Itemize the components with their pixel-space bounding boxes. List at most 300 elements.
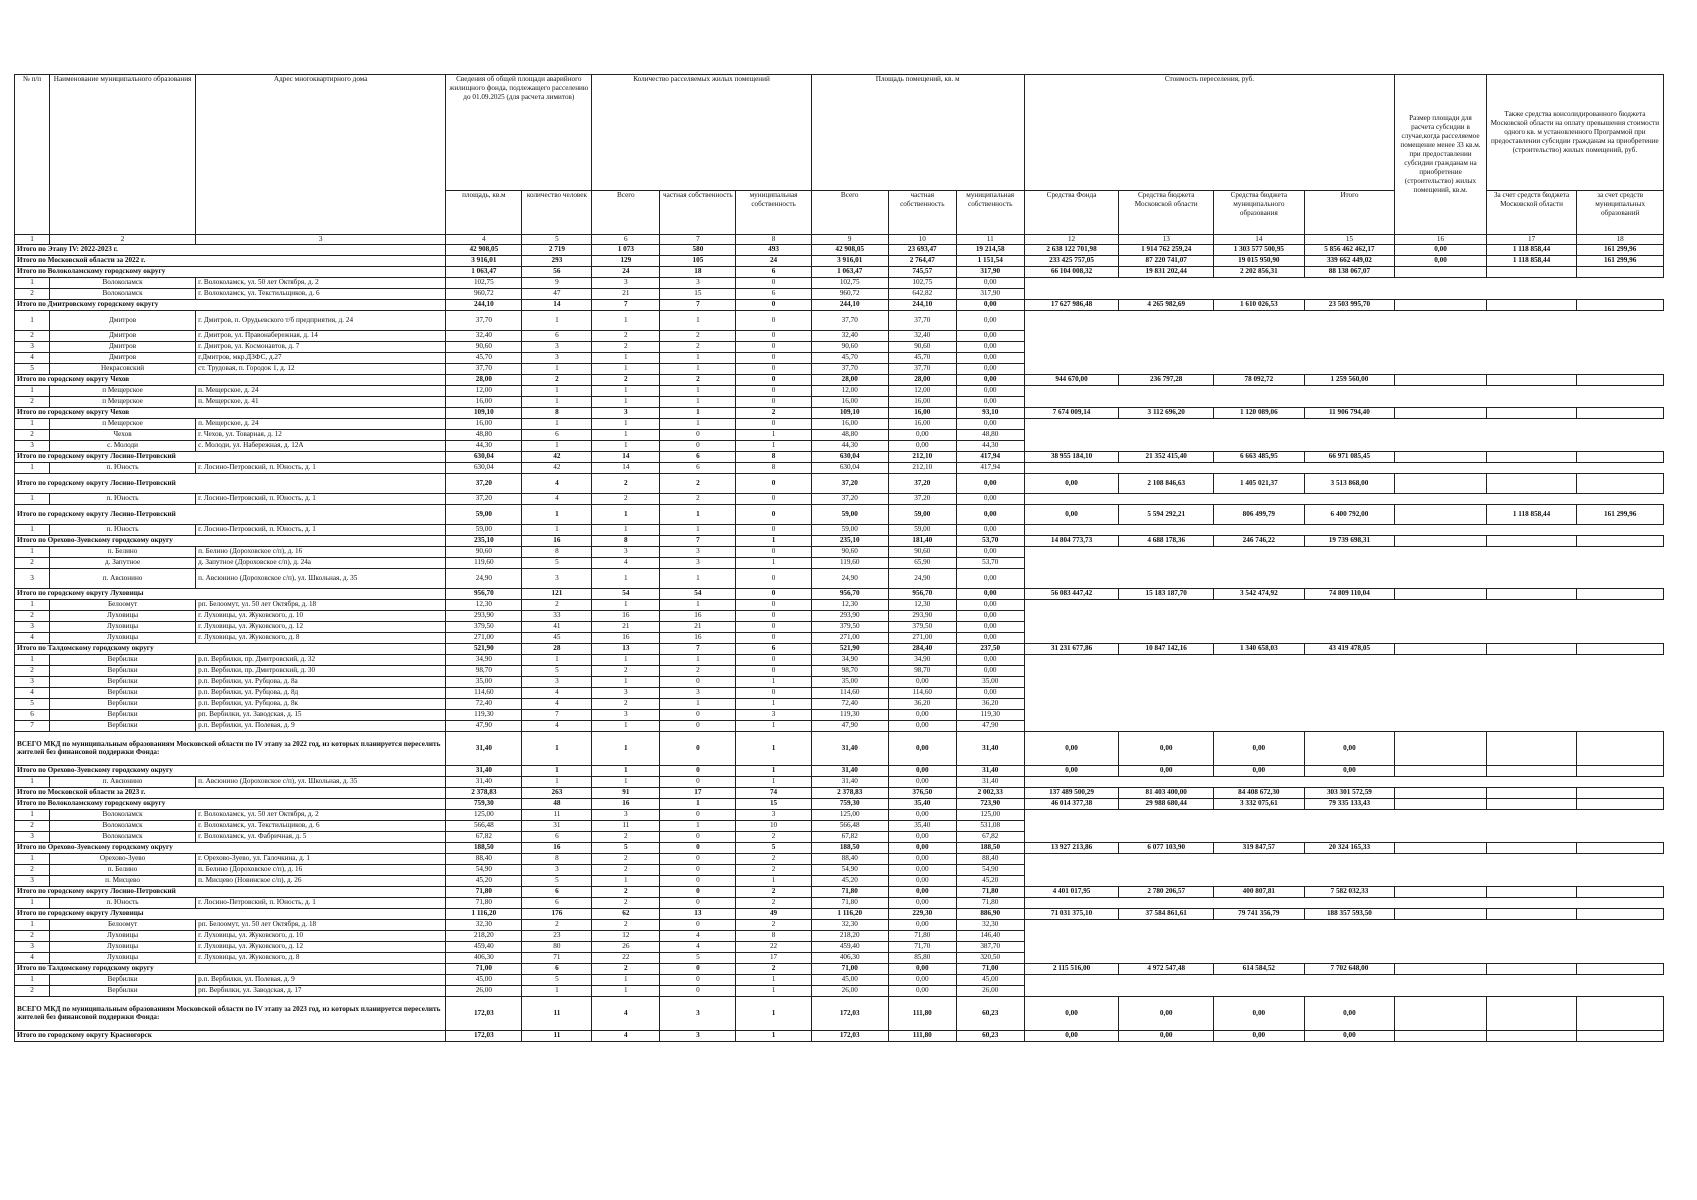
value-cell: 0,00: [956, 385, 1024, 396]
value-cell: [1577, 588, 1664, 599]
empty-cell: [1577, 985, 1664, 996]
value-cell: 0,00: [956, 524, 1024, 535]
empty-cell: [1486, 385, 1577, 396]
value-cell: 0: [736, 687, 811, 698]
value-cell: 2: [522, 374, 592, 385]
value-cell: 417,94: [956, 451, 1024, 462]
value-cell: 284,40: [888, 643, 956, 654]
value-cell: 1 914 762 259,24: [1119, 244, 1214, 255]
address-cell: п. Авсюнино (Дороховское с/п), ул. Школьная, д. 35: [196, 568, 446, 588]
value-cell: 0,00: [888, 831, 956, 842]
table-row: [15, 396, 1664, 407]
value-cell: 459,40: [446, 941, 522, 952]
address-cell: р.п. Вербилки, ул. Рубцова, д. 8д: [196, 687, 446, 698]
value-cell: 2: [736, 963, 811, 974]
empty-cell: [1024, 288, 1119, 299]
empty-cell: [1304, 557, 1395, 568]
value-cell: 7: [660, 643, 736, 654]
value-cell: 37,20: [888, 473, 956, 493]
municipality-cell: Луховицы: [49, 941, 195, 952]
value-cell: 0: [736, 588, 811, 599]
total-row: [15, 963, 1664, 974]
row-number-cell: 1: [15, 599, 50, 610]
value-cell: 24,90: [446, 568, 522, 588]
value-cell: [1577, 299, 1664, 310]
table-row: [15, 654, 1664, 665]
empty-cell: [1486, 974, 1577, 985]
total-label-cell: ВСЕГО МКД по муниципальным образованиям Московской области по IV этапу за 2022 год, из которых планируется переселить жителей без финансовой поддержки Фонда:: [15, 731, 446, 765]
value-cell: 37,70: [811, 310, 888, 330]
municipality-cell: Вербилки: [49, 985, 195, 996]
value-cell: 102,75: [888, 277, 956, 288]
value-cell: 188,50: [811, 842, 888, 853]
address-cell: с. Молоди, ул. Набережная, д. 12А: [196, 440, 446, 451]
empty-cell: [1577, 277, 1664, 288]
table-row: [15, 864, 1664, 875]
value-cell: [1577, 266, 1664, 277]
value-cell: 19 015 950,90: [1214, 255, 1305, 266]
value-cell: 1: [592, 418, 660, 429]
empty-cell: [1577, 952, 1664, 963]
total-row: [15, 535, 1664, 546]
value-cell: 35,00: [811, 676, 888, 687]
value-cell: [1486, 765, 1577, 776]
empty-cell: [1119, 524, 1214, 535]
value-cell: 229,30: [888, 908, 956, 919]
value-cell: 886,90: [956, 908, 1024, 919]
empty-cell: [1024, 687, 1119, 698]
header-rooms-private: частная собственность: [660, 191, 736, 235]
value-cell: [1577, 643, 1664, 654]
empty-cell: [1024, 632, 1119, 643]
table-row: [15, 919, 1664, 930]
value-cell: [1577, 451, 1664, 462]
empty-cell: [1395, 698, 1487, 709]
column-number-cell: 17: [1486, 235, 1577, 245]
row-number-cell: 5: [15, 698, 50, 709]
value-cell: 0,00: [1024, 473, 1119, 493]
empty-cell: [1024, 809, 1119, 820]
empty-cell: [1119, 341, 1214, 352]
value-cell: 53,70: [956, 557, 1024, 568]
value-cell: 1: [522, 363, 592, 374]
value-cell: 45,20: [811, 875, 888, 886]
value-cell: 48: [522, 798, 592, 809]
value-cell: 1: [736, 765, 811, 776]
row-number-cell: 1: [15, 809, 50, 820]
value-cell: 630,04: [811, 462, 888, 473]
table-row: [15, 557, 1664, 568]
value-cell: 8: [736, 462, 811, 473]
value-cell: 16,00: [446, 418, 522, 429]
column-number-cell: 3: [196, 235, 446, 245]
empty-cell: [1395, 621, 1487, 632]
empty-cell: [1214, 654, 1305, 665]
value-cell: 36,20: [956, 698, 1024, 709]
empty-cell: [1119, 720, 1214, 731]
empty-cell: [1024, 897, 1119, 908]
row-number-cell: 1: [15, 897, 50, 908]
value-cell: 3 916,01: [446, 255, 522, 266]
empty-cell: [1395, 875, 1487, 886]
value-cell: 102,75: [446, 277, 522, 288]
value-cell: 2: [522, 599, 592, 610]
value-cell: 1: [660, 524, 736, 535]
empty-cell: [1214, 853, 1305, 864]
value-cell: 37,70: [446, 363, 522, 374]
empty-cell: [1486, 462, 1577, 473]
value-cell: 0,00: [956, 654, 1024, 665]
value-cell: 59,00: [446, 524, 522, 535]
column-number-cell: 4: [446, 235, 522, 245]
empty-cell: [1577, 385, 1664, 396]
value-cell: 1: [592, 731, 660, 765]
value-cell: 1 063,47: [446, 266, 522, 277]
value-cell: 72,40: [446, 698, 522, 709]
value-cell: 1 073: [592, 244, 660, 255]
column-number-cell: 14: [1214, 235, 1305, 245]
value-cell: [1395, 643, 1487, 654]
value-cell: 2 719: [522, 244, 592, 255]
value-cell: [1486, 266, 1577, 277]
value-cell: 32,40: [446, 330, 522, 341]
value-cell: 3: [522, 864, 592, 875]
empty-cell: [1024, 875, 1119, 886]
table-row: [15, 720, 1664, 731]
value-cell: [1577, 963, 1664, 974]
value-cell: 0: [660, 875, 736, 886]
value-cell: 12,30: [888, 599, 956, 610]
empty-cell: [1214, 820, 1305, 831]
value-cell: 21: [660, 621, 736, 632]
value-cell: 31,40: [811, 731, 888, 765]
empty-cell: [1395, 277, 1487, 288]
empty-cell: [1304, 330, 1395, 341]
value-cell: 2: [592, 341, 660, 352]
value-cell: 65,90: [888, 557, 956, 568]
empty-cell: [1119, 632, 1214, 643]
empty-cell: [1214, 776, 1305, 787]
empty-cell: [1214, 698, 1305, 709]
empty-cell: [1577, 687, 1664, 698]
empty-cell: [1395, 546, 1487, 557]
value-cell: 59,00: [888, 504, 956, 524]
value-cell: 74: [736, 787, 811, 798]
value-cell: 0,00: [956, 546, 1024, 557]
row-number-cell: 2: [15, 610, 50, 621]
value-cell: 1: [736, 996, 811, 1030]
empty-cell: [1024, 418, 1119, 429]
empty-cell: [1024, 546, 1119, 557]
value-cell: 7 702 648,00: [1304, 963, 1395, 974]
value-cell: 303 301 572,59: [1304, 787, 1395, 798]
value-cell: 4: [592, 996, 660, 1030]
value-cell: 2: [592, 374, 660, 385]
empty-cell: [1577, 720, 1664, 731]
value-cell: 7: [592, 299, 660, 310]
row-number-cell: 2: [15, 557, 50, 568]
value-cell: 53,70: [956, 535, 1024, 546]
empty-cell: [1119, 974, 1214, 985]
table-row: [15, 676, 1664, 687]
row-number-cell: 2: [15, 930, 50, 941]
value-cell: 98,70: [446, 665, 522, 676]
table-row: [15, 853, 1664, 864]
empty-cell: [1024, 831, 1119, 842]
value-cell: [1395, 473, 1487, 493]
empty-cell: [1119, 809, 1214, 820]
value-cell: 4: [660, 930, 736, 941]
empty-cell: [1395, 930, 1487, 941]
empty-cell: [1214, 610, 1305, 621]
value-cell: 62: [592, 908, 660, 919]
value-cell: 54: [660, 588, 736, 599]
empty-cell: [1486, 809, 1577, 820]
table-body: [15, 244, 1664, 1041]
empty-cell: [1214, 418, 1305, 429]
value-cell: 37,70: [811, 363, 888, 374]
value-cell: 376,50: [888, 787, 956, 798]
value-cell: 66 971 085,45: [1304, 451, 1395, 462]
value-cell: 0,00: [1214, 765, 1305, 776]
empty-cell: [1577, 599, 1664, 610]
empty-cell: [1024, 330, 1119, 341]
value-cell: 71 031 375,10: [1024, 908, 1119, 919]
total-row: [15, 266, 1664, 277]
value-cell: 32,30: [446, 919, 522, 930]
header-area-private: частная собственность: [888, 191, 956, 235]
value-cell: 48,80: [446, 429, 522, 440]
value-cell: 0,00: [956, 568, 1024, 588]
value-cell: 1: [660, 798, 736, 809]
empty-cell: [1486, 698, 1577, 709]
value-cell: 19 831 202,44: [1119, 266, 1214, 277]
empty-cell: [1486, 396, 1577, 407]
value-cell: [1486, 996, 1577, 1030]
value-cell: 630,04: [811, 451, 888, 462]
row-number-cell: 1: [15, 385, 50, 396]
table-row: [15, 568, 1664, 588]
empty-cell: [1119, 599, 1214, 610]
value-cell: [1486, 299, 1577, 310]
empty-cell: [1119, 568, 1214, 588]
value-cell: 17 627 986,48: [1024, 299, 1119, 310]
value-cell: 45,00: [956, 974, 1024, 985]
value-cell: 38 955 184,10: [1024, 451, 1119, 462]
table-row: [15, 440, 1664, 451]
value-cell: 71: [522, 952, 592, 963]
empty-cell: [1024, 853, 1119, 864]
value-cell: 0: [736, 374, 811, 385]
value-cell: 3: [592, 277, 660, 288]
value-cell: 0: [736, 330, 811, 341]
header-municipal-budget: Средства бюджета муниципального образования: [1214, 191, 1305, 235]
value-cell: 45,70: [811, 352, 888, 363]
total-row: [15, 451, 1664, 462]
value-cell: 15: [736, 798, 811, 809]
municipality-cell: Луховицы: [49, 930, 195, 941]
value-cell: 35,00: [956, 676, 1024, 687]
value-cell: 60,23: [956, 1030, 1024, 1041]
empty-cell: [1577, 676, 1664, 687]
value-cell: 3: [660, 277, 736, 288]
value-cell: 90,60: [888, 341, 956, 352]
value-cell: [1395, 299, 1487, 310]
value-cell: 4: [522, 698, 592, 709]
value-cell: 137 489 500,29: [1024, 787, 1119, 798]
empty-cell: [1214, 875, 1305, 886]
total-row: [15, 299, 1664, 310]
value-cell: 1: [592, 765, 660, 776]
value-cell: 2: [736, 853, 811, 864]
value-cell: 5 856 462 462,17: [1304, 244, 1395, 255]
value-cell: 119,60: [446, 557, 522, 568]
value-cell: 0,00: [1119, 996, 1214, 1030]
value-cell: 1 118 858,44: [1486, 504, 1577, 524]
empty-cell: [1024, 776, 1119, 787]
empty-cell: [1577, 363, 1664, 374]
value-cell: 3 542 474,92: [1214, 588, 1305, 599]
empty-cell: [1395, 352, 1487, 363]
value-cell: 28: [522, 643, 592, 654]
value-cell: 1: [592, 676, 660, 687]
total-row: [15, 908, 1664, 919]
row-number-cell: 4: [15, 687, 50, 698]
header-rooms-count: Количество расселяемых жилых помещений: [592, 75, 811, 191]
total-label-cell: Итого по Волоколамскому городскому округу: [15, 266, 446, 277]
value-cell: [1486, 1030, 1577, 1041]
empty-cell: [1486, 363, 1577, 374]
header-subsidy-area: Размер площади для расчета субсидии в случае,когда расселяемое помещение менее 33 кв.м. при предоставлении субсидии гражданам на приобретение (строительство) жилых помещений, кв.м.: [1395, 75, 1487, 235]
empty-cell: [1395, 341, 1487, 352]
table-row: [15, 974, 1664, 985]
address-cell: г. Лосино-Петровский, п. Юность, д. 1: [196, 524, 446, 535]
empty-cell: [1395, 676, 1487, 687]
value-cell: 47,90: [446, 720, 522, 731]
value-cell: 6: [736, 288, 811, 299]
empty-cell: [1214, 632, 1305, 643]
empty-cell: [1119, 462, 1214, 473]
value-cell: 293,90: [888, 610, 956, 621]
address-cell: р.п. Вербилки, ул. Рубцова, д. 8к: [196, 698, 446, 709]
table-row: [15, 330, 1664, 341]
value-cell: 0: [660, 709, 736, 720]
empty-cell: [1486, 288, 1577, 299]
value-cell: 26,00: [956, 985, 1024, 996]
value-cell: 16,00: [446, 396, 522, 407]
value-cell: [1486, 798, 1577, 809]
summary-row: [15, 996, 1664, 1030]
empty-cell: [1577, 524, 1664, 535]
value-cell: 3: [660, 687, 736, 698]
value-cell: 1: [522, 418, 592, 429]
value-cell: 2 378,83: [446, 787, 522, 798]
value-cell: 88,40: [811, 853, 888, 864]
value-cell: 4: [592, 1030, 660, 1041]
empty-cell: [1486, 864, 1577, 875]
empty-cell: [1304, 875, 1395, 886]
empty-cell: [1304, 974, 1395, 985]
value-cell: 188 357 593,50: [1304, 908, 1395, 919]
municipality-cell: Волоколамск: [49, 288, 195, 299]
empty-cell: [1486, 493, 1577, 504]
empty-cell: [1395, 632, 1487, 643]
value-cell: 102,75: [811, 277, 888, 288]
value-cell: 0,00: [888, 842, 956, 853]
empty-cell: [1119, 919, 1214, 930]
value-cell: [1395, 798, 1487, 809]
value-cell: [1486, 451, 1577, 462]
table-row: [15, 385, 1664, 396]
municipality-cell: Дмитров: [49, 310, 195, 330]
value-cell: 1: [592, 385, 660, 396]
value-cell: 8: [736, 930, 811, 941]
empty-cell: [1395, 493, 1487, 504]
value-cell: 31,40: [446, 776, 522, 787]
column-number-cell: 11: [956, 235, 1024, 245]
municipality-cell: Луховицы: [49, 952, 195, 963]
empty-cell: [1024, 462, 1119, 473]
empty-cell: [1214, 440, 1305, 451]
value-cell: 956,70: [446, 588, 522, 599]
value-cell: 14: [592, 451, 660, 462]
municipality-cell: Вербилки: [49, 665, 195, 676]
address-cell: рп. Белоомут, ул. 50 лет Октября, д. 18: [196, 599, 446, 610]
empty-cell: [1024, 599, 1119, 610]
empty-cell: [1577, 709, 1664, 720]
value-cell: 125,00: [956, 809, 1024, 820]
municipality-cell: Волоколамск: [49, 831, 195, 842]
municipality-cell: Дмитров: [49, 330, 195, 341]
row-number-cell: 1: [15, 462, 50, 473]
empty-cell: [1214, 557, 1305, 568]
empty-cell: [1304, 831, 1395, 842]
address-cell: п. Мещерское, д. 24: [196, 385, 446, 396]
empty-cell: [1577, 341, 1664, 352]
municipality-cell: п. Белино: [49, 864, 195, 875]
value-cell: 0,00: [1024, 731, 1119, 765]
value-cell: [1486, 787, 1577, 798]
column-number-cell: 9: [811, 235, 888, 245]
empty-cell: [1119, 363, 1214, 374]
empty-cell: [1119, 820, 1214, 831]
empty-cell: [1577, 288, 1664, 299]
address-cell: г. Дмитров, ул. Правонабережная, д. 14: [196, 330, 446, 341]
value-cell: 6: [522, 886, 592, 897]
empty-cell: [1395, 709, 1487, 720]
value-cell: 26,00: [811, 985, 888, 996]
value-cell: 8: [522, 546, 592, 557]
value-cell: 2: [592, 864, 660, 875]
value-cell: 1: [736, 440, 811, 451]
empty-cell: [1395, 385, 1487, 396]
empty-cell: [1304, 462, 1395, 473]
total-row: [15, 886, 1664, 897]
table-row: [15, 610, 1664, 621]
value-cell: [1577, 374, 1664, 385]
empty-cell: [1577, 330, 1664, 341]
value-cell: 1: [592, 440, 660, 451]
value-cell: 2: [660, 341, 736, 352]
empty-cell: [1577, 310, 1664, 330]
value-cell: 1: [736, 974, 811, 985]
summary-row: [15, 731, 1664, 765]
empty-cell: [1304, 709, 1395, 720]
empty-cell: [1214, 864, 1305, 875]
value-cell: 48,80: [956, 429, 1024, 440]
address-cell: г.Дмитров, мкр.ДЗФС, д.27: [196, 352, 446, 363]
municipality-cell: Вербилки: [49, 687, 195, 698]
